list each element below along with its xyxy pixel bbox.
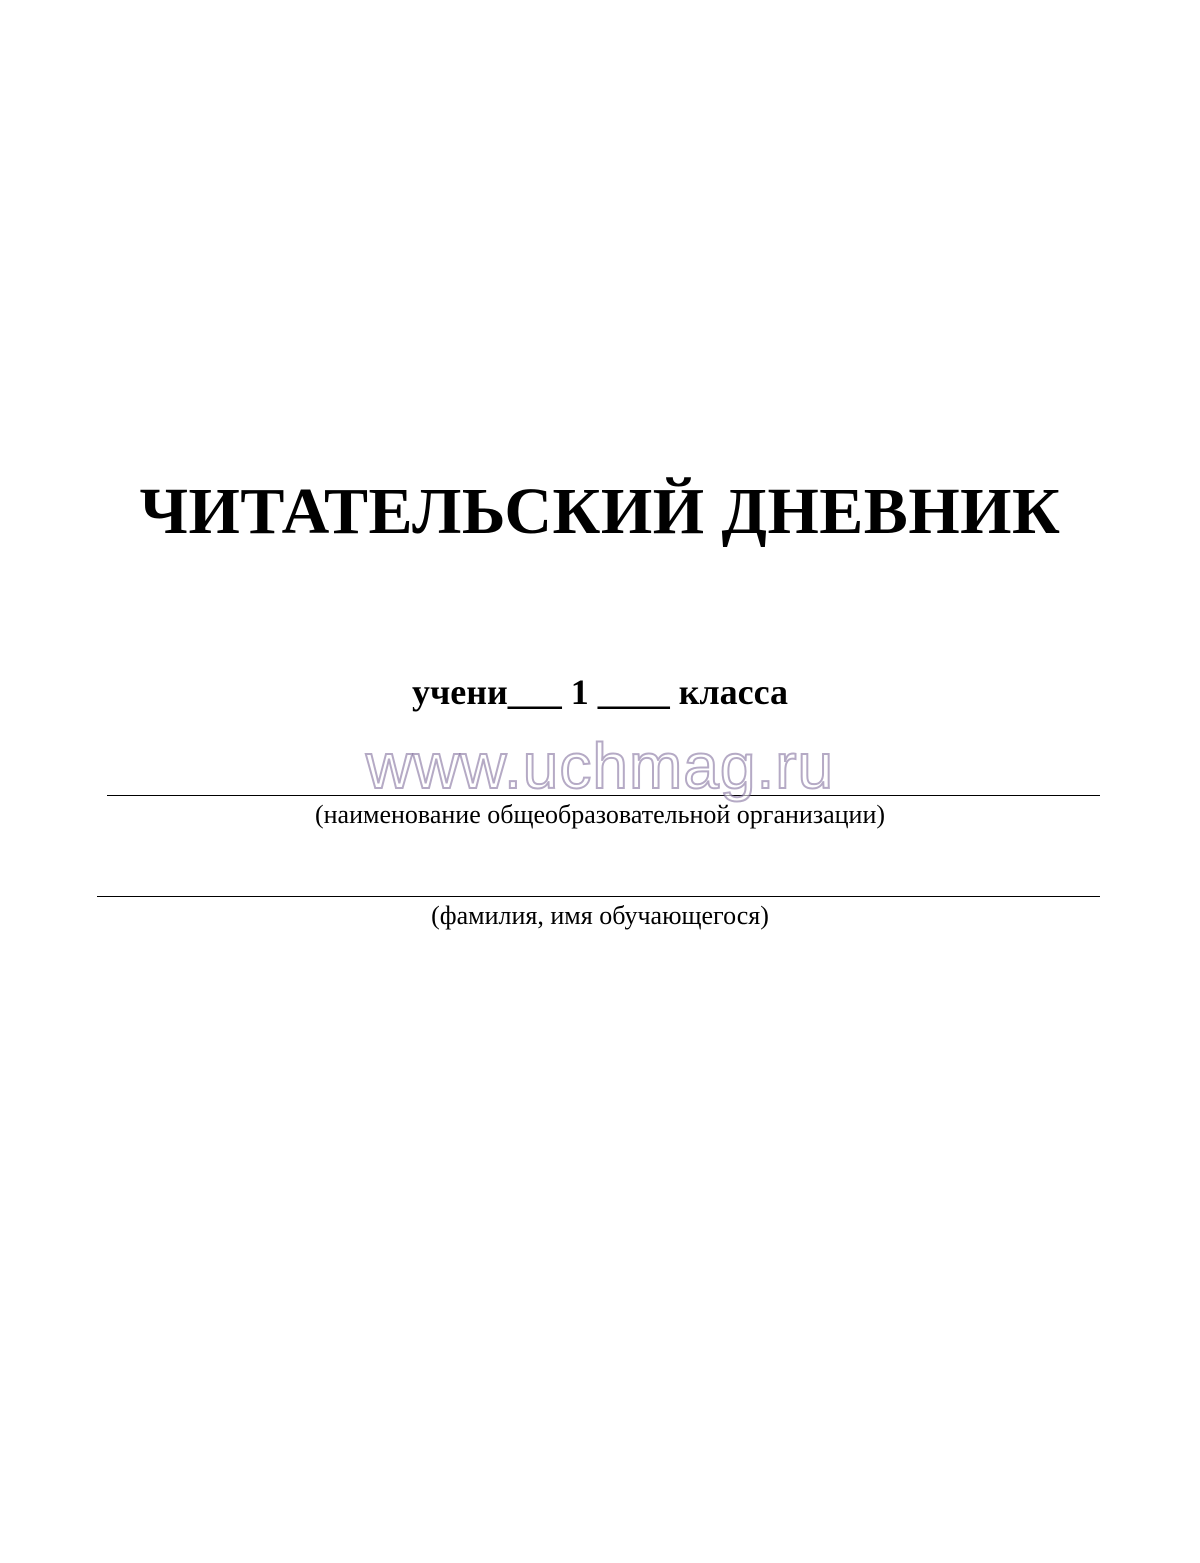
student-name-caption: (фамилия, имя обучающегося) — [431, 901, 769, 930]
class-line: учени___ 1 ____ класса — [411, 672, 789, 712]
organization-underline — [107, 795, 1100, 796]
site-watermark: www.uchmag.ru — [365, 730, 835, 802]
organization-caption: (наименование общеобразовательной организации) — [314, 800, 886, 829]
student-name-underline — [97, 896, 1100, 897]
document-title: ЧИТАТЕЛЬСКИЙ ДНЕВНИК — [139, 475, 1061, 548]
